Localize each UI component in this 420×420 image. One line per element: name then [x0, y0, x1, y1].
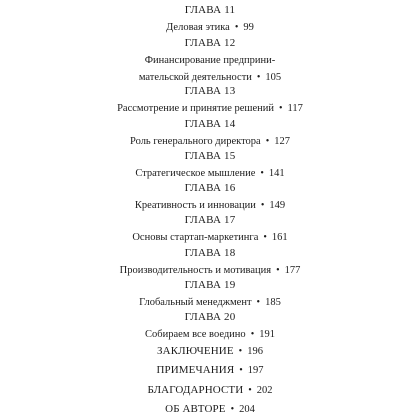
chapter-title: Собираем все воедино: [145, 329, 246, 340]
chapter-label: ГЛАВА 19: [184, 279, 236, 291]
toc-entry-notes: [0, 362, 420, 379]
chapter-title: Рассмотрение и принятие решений: [117, 103, 275, 114]
chapter-title: Глобальный менеджмент: [139, 297, 252, 308]
chapter-title: Основы стартап-маркетинга: [132, 232, 259, 243]
chapter-label: ГЛАВА 14: [184, 118, 236, 130]
back-matter-line: [0, 401, 420, 418]
chapter-label: ГЛАВА 13: [184, 85, 236, 97]
page-number: 149: [269, 200, 286, 211]
page-number: 117: [287, 103, 303, 114]
back-matter-line: [0, 343, 420, 360]
chapter-label: ГЛАВА 11: [184, 4, 236, 16]
separator-dot: •: [279, 103, 283, 114]
toc-entry-chapter-13: [0, 83, 420, 117]
chapter-title: Стратегическое мышление: [135, 168, 256, 179]
toc-entry-chapter-17: [0, 212, 420, 246]
section-title: ОБ АВТОРЕ: [165, 403, 226, 415]
page-number: 105: [265, 72, 282, 83]
separator-dot: •: [256, 72, 261, 83]
page-number: 185: [265, 297, 281, 308]
section-title: БЛАГОДАРНОСТИ: [147, 384, 244, 396]
separator-dot: •: [248, 385, 252, 396]
page-number: 204: [239, 404, 255, 415]
chapter-title-continued: мательской деятельности: [138, 72, 252, 83]
toc-entry-acknowledgements: [0, 382, 420, 399]
separator-dot: •: [265, 136, 270, 147]
toc-entry-chapter-12: [0, 35, 420, 86]
section-title: ПРИМЕЧАНИЯ: [156, 364, 235, 376]
toc-entry-chapter-11: [0, 2, 420, 36]
separator-dot: •: [256, 297, 261, 308]
page-number: 99: [243, 22, 254, 33]
section-title: ЗАКЛЮЧЕНИЕ: [157, 345, 234, 357]
separator-dot: •: [239, 365, 243, 376]
toc-entry-chapter-20: [0, 309, 420, 343]
chapter-title-line: [0, 52, 420, 69]
chapter-title-line: [0, 100, 420, 117]
toc-entry-chapter-14: [0, 116, 420, 150]
back-matter-line: [0, 382, 420, 399]
toc-entry-conclusion: [0, 343, 420, 360]
separator-dot: •: [276, 265, 280, 276]
chapter-title: Деловая этика: [166, 22, 230, 33]
separator-dot: •: [260, 200, 265, 211]
page-number: 191: [259, 329, 275, 340]
chapter-title-line: [0, 229, 420, 246]
chapter-title: Финансирование предприни-: [144, 55, 276, 66]
page-number: 177: [284, 265, 301, 276]
chapter-label: ГЛАВА 12: [184, 37, 236, 49]
toc-entry-chapter-16: [0, 180, 420, 214]
page-number: 202: [256, 385, 273, 396]
chapter-label: ГЛАВА 17: [184, 214, 236, 226]
page-number: 197: [247, 365, 264, 376]
chapter-title: Роль генерального директора: [130, 136, 261, 147]
page-number: 196: [247, 346, 263, 357]
separator-dot: •: [230, 404, 235, 415]
separator-dot: •: [238, 346, 243, 357]
page-number: 127: [274, 136, 290, 147]
separator-dot: •: [250, 329, 255, 340]
back-matter-line: [0, 362, 420, 379]
page-number: 161: [271, 232, 288, 243]
page-number: 141: [268, 168, 285, 179]
chapter-label: ГЛАВА 15: [184, 150, 236, 162]
chapter-title: Креативность и инновации: [134, 200, 256, 211]
toc-entry-chapter-18: [0, 245, 420, 279]
separator-dot: •: [263, 232, 267, 243]
chapter-label: ГЛАВА 16: [184, 182, 236, 194]
toc-entry-chapter-19: [0, 277, 420, 311]
separator-dot: •: [260, 168, 264, 179]
chapter-title: Производительность и мотивация: [119, 265, 272, 276]
chapter-title-line: [0, 19, 420, 36]
toc-entry-chapter-15: [0, 148, 420, 182]
chapter-title-line: [0, 326, 420, 343]
separator-dot: •: [234, 22, 239, 33]
chapter-label: ГЛАВА 18: [184, 247, 236, 259]
chapter-label: ГЛАВА 20: [184, 311, 236, 323]
toc-entry-about-author: [0, 401, 420, 418]
